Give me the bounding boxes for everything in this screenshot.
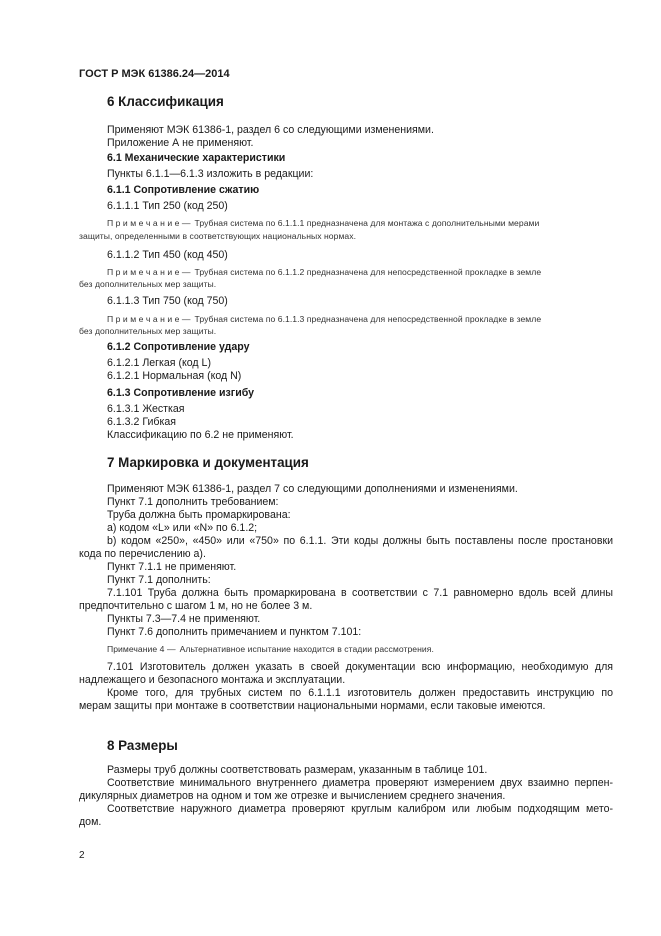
paragraph: Приложение А не применяют. [107,137,254,149]
subsection-6-1-heading: 6.1 Механические характеристики [107,152,286,164]
clause-7-101: 7.101 Изготовитель должен указать в своей документации всю информацию, необходимую для [107,661,613,673]
clause-6-1-3-1: 6.1.3.1 Жесткая [107,403,185,415]
note-block [107,218,613,229]
clause-7-1-101: 7.1.101 Труба должна быть промаркирована в соответствии с 7.1 равномерно вдоль всей длины [107,587,613,599]
page-number: 2 [79,850,85,861]
paragraph: Классификацию по 6.2 не применяют. [107,429,294,441]
document-header: ГОСТ Р МЭК 61386.24—2014 [79,68,230,80]
paragraph: Пункты 6.1.1—6.1.3 изложить в редакции: [107,168,314,180]
paragraph: Размеры труб должны соответствовать размерам, указанным в таблице 101. [107,764,488,776]
subsection-6-1-1-heading: 6.1.1 Сопротивление сжатию [107,184,260,196]
paragraph: Применяют МЭК 61386-1, раздел 7 со следующими дополнениями и изменениями. [107,483,518,495]
section-7-heading: 7 Маркировка и документация [107,455,309,470]
paragraph: предпочтительно с шагом 1 м, но не более 3 м. [79,600,313,612]
clause-6-1-2-1b: 6.1.2.1 Нормальная (код N) [107,370,242,382]
subsection-6-1-3-heading: 6.1.3 Сопротивление изгибу [107,387,255,399]
clause-6-1-1-3: 6.1.1.3 Тип 750 (код 750) [107,295,228,307]
paragraph: Труба должна быть промаркирована: [107,509,291,521]
paragraph: Применяют МЭК 61386-1, раздел 6 со следующими изменениями. [107,124,434,136]
note-label: П р и м е ч а н и е — [107,267,191,277]
note-text: Трубная система по 6.1.1.3 предназначена для непосредственной прокладке в земле [194,314,542,324]
list-item: а) кодом «L» или «N» по 6.1.2; [107,522,258,534]
paragraph: надлежащего и безопасного монтажа и эксплуатации. [79,674,346,686]
note-text: без дополнительных мер защиты. [79,279,217,289]
clause-6-1-1-1: 6.1.1.1 Тип 250 (код 250) [107,200,228,212]
paragraph: кода по перечислению а). [79,548,206,560]
clause-6-1-1-2: 6.1.1.2 Тип 450 (код 450) [107,249,228,261]
note-block [107,267,613,278]
paragraph: Соответствие наружного диаметра проверяют круглым калибром или любым подходящим мето- [107,803,613,815]
note-text: Трубная система по 6.1.1.2 предназначена для непосредственной прокладке в земле [194,267,542,277]
note-text: Альтернативное испытание находится в стадии рассмотрения. [179,644,434,654]
paragraph: Соответствие минимального внутреннего диаметра проверяют измерением двух взаимно перпен- [107,777,613,789]
paragraph: Пункт 7.1.1 не применяют. [107,561,237,573]
note-label: Примечание 4 — [107,644,176,654]
note-text: без дополнительных мер защиты. [79,326,217,336]
note-label: П р и м е ч а н и е — [107,218,191,228]
paragraph: дикулярных диаметров на одном и том же отрезке и вычислением среднего значения. [79,790,506,802]
paragraph: Пункты 7.3—7.4 не применяют. [107,613,261,625]
paragraph: Кроме того, для трубных систем по 6.1.1.1 изготовитель должен предоставить инструкцию по [107,687,613,699]
note-text: защиты, определенными в соответствующих национальных нормах. [79,231,357,241]
section-6-heading: 6 Классификация [107,94,224,109]
clause-6-1-2-1: 6.1.2.1 Легкая (код L) [107,357,211,369]
section-8-heading: 8 Размеры [107,738,178,753]
paragraph: Пункт 7.1 дополнить требованием: [107,496,279,508]
paragraph: Пункт 7.6 дополнить примечанием и пунктом 7.101: [107,626,362,638]
note-label: П р и м е ч а н и е — [107,314,191,324]
note-block [107,314,613,325]
subsection-6-1-2-heading: 6.1.2 Сопротивление удару [107,341,250,353]
note-block [107,644,434,655]
list-item: b) кодом «250», «450» или «750» по 6.1.1. Эти коды должны быть поставлены после простановки [107,535,613,547]
paragraph: дом. [79,816,102,828]
paragraph: Пункт 7.1 дополнить: [107,574,211,586]
paragraph: мерам защиты при монтаже в соответствии национальными нормами, если таковые имеются. [79,700,546,712]
note-text: Трубная система по 6.1.1.1 предназначена для монтажа с дополнительными мерами [194,218,540,228]
clause-6-1-3-2: 6.1.3.2 Гибкая [107,416,176,428]
